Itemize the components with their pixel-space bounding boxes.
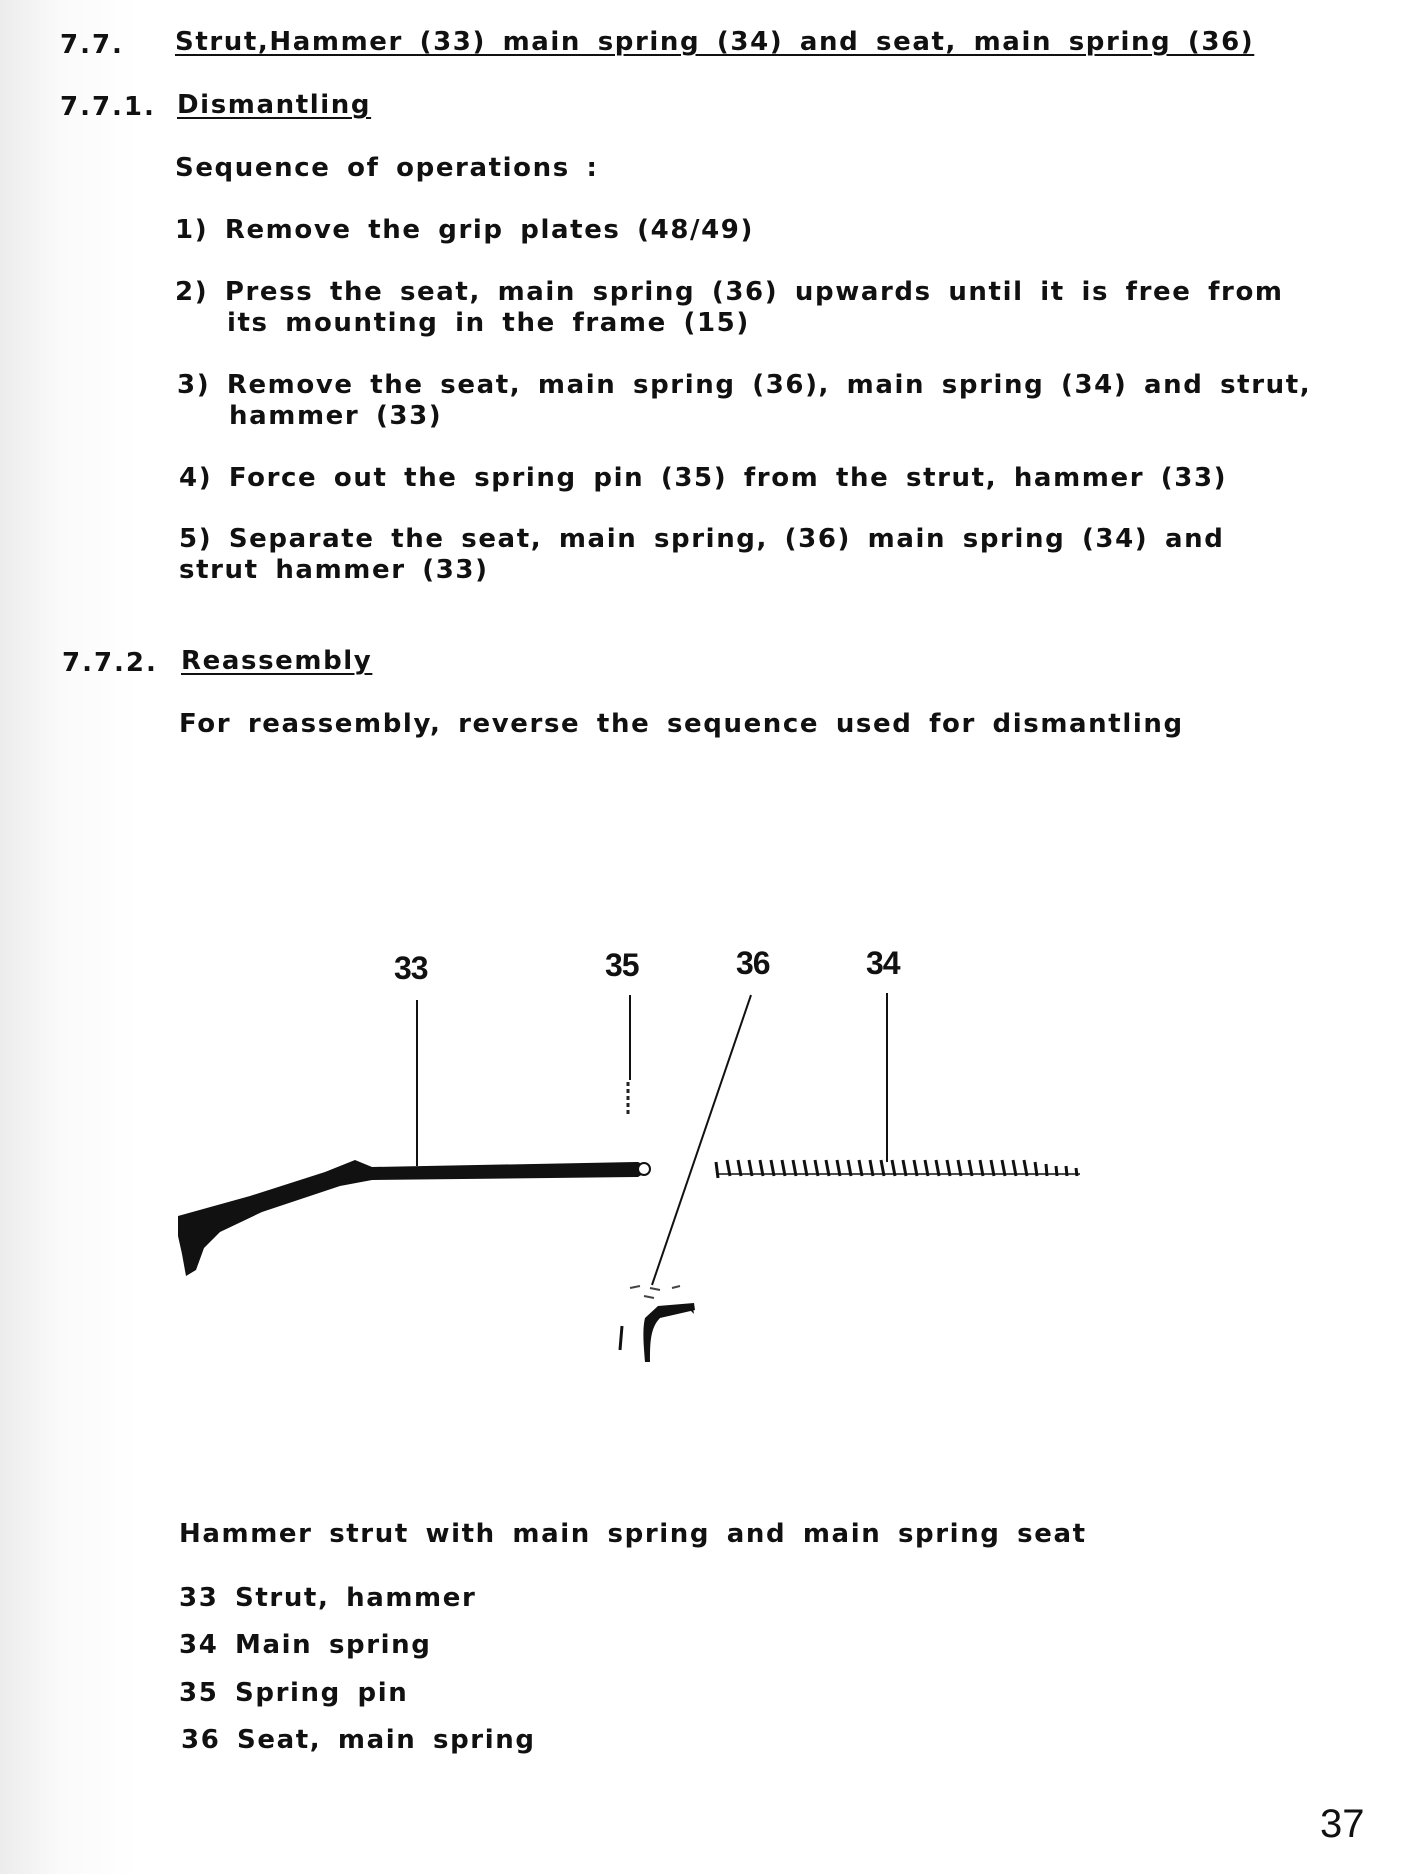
step-2-continued: its mounting in the frame (15) [227,308,750,338]
subsection-number-dismantling: 7.7.1. [60,92,156,122]
main-spring-seat-icon [620,1286,695,1362]
legend-num: 33 [179,1583,219,1613]
legend-num: 34 [179,1630,219,1660]
sequence-intro: Sequence of operations : [175,153,599,183]
callout-35: 35 [605,947,639,983]
reassembly-text: For reassembly, reverse the sequence used for dismantling [179,709,1184,739]
callout-36: 36 [736,945,770,981]
hammer-strut-icon [178,1160,650,1276]
legend-item [179,1630,431,1661]
step-3: 3) Remove the seat, main spring (36), main spring (34) and strut, [177,370,1312,400]
legend-label: Main spring [235,1630,432,1660]
section-title: Strut,Hammer (33) main spring (34) and seat, main spring (36) [175,27,1255,57]
legend-num: 36 [181,1725,221,1755]
main-spring-icon [716,1160,1080,1178]
section-number: 7.7. [60,30,124,60]
step-1: 1) Remove the grip plates (48/49) [175,215,754,245]
legend-num: 35 [179,1678,219,1708]
step-5-continued: strut hammer (33) [179,555,489,585]
step-3-continued: hammer (33) [229,401,443,431]
leader-line-36 [652,995,751,1285]
subsection-title-dismantling: Dismantling [177,90,372,120]
legend-item [179,1583,476,1614]
subsection-number-reassembly: 7.7.2. [62,648,158,678]
legend-label: Spring pin [235,1678,409,1708]
figure-caption: Hammer strut with main spring and main spring seat [179,1519,1087,1549]
page-number: 37 [1320,1802,1365,1846]
legend-item [179,1678,408,1709]
legend-label: Seat, main spring [237,1725,536,1755]
callout-34: 34 [866,945,900,981]
step-5: 5) Separate the seat, main spring, (36) main spring (34) and [179,524,1225,554]
step-4: 4) Force out the spring pin (35) from the strut, hammer (33) [179,463,1228,493]
step-2: 2) Press the seat, main spring (36) upwards until it is free from [175,277,1284,307]
legend-item [181,1725,536,1756]
callout-33: 33 [394,950,428,986]
legend-label: Strut, hammer [235,1583,477,1613]
subsection-title-reassembly: Reassembly [181,646,373,676]
